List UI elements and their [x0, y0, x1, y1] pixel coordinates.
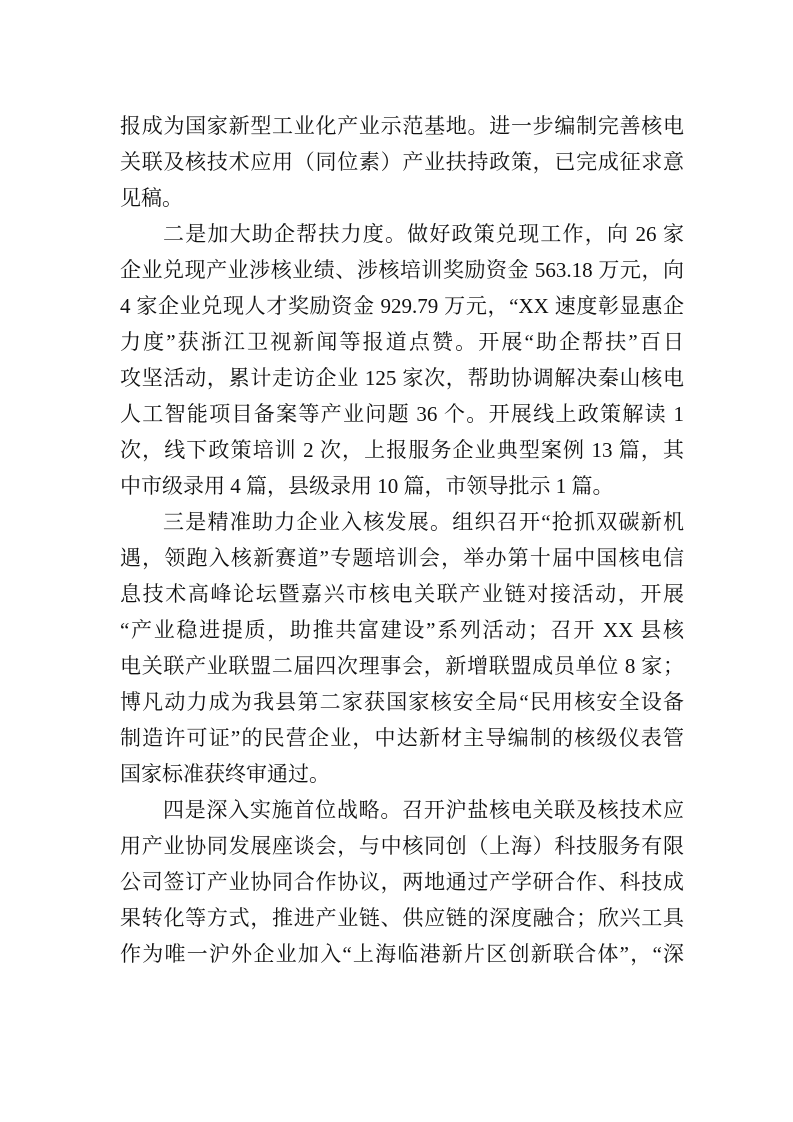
text-line: 四是深入实施首位战略。召开沪盐核电关联及核技术应 [163, 798, 684, 822]
paragraph [120, 216, 684, 504]
text-line: 三是精准助力企业入核发展。组织召开“抢抓双碳新机 [163, 510, 684, 534]
text-line: 电关联产业联盟二届四次理事会，新增联盟成员单位 8 家； [120, 654, 684, 678]
text-line: 中市级录用 4 篇，县级录用 10 篇，市领导批示 1 篇。 [120, 474, 614, 498]
text-line: 作为唯一沪外企业加入“上海临港新片区创新联合体”，“深 [120, 942, 684, 966]
text-line: 报成为国家新型工业化产业示范基地。进一步编制完善核电 [120, 114, 684, 138]
text-line: 用产业协同发展座谈会，与中核同创（上海）科技服务有限 [120, 834, 684, 858]
document-page [120, 108, 684, 972]
text-line: 遇，领跑入核新赛道”专题培训会，举办第十届中国核电信 [120, 546, 684, 570]
text-line: 攻坚活动，累计走访企业 125 家次，帮助协调解决秦山核电 [120, 366, 684, 390]
text-line: 见稿。 [120, 186, 183, 210]
text-line: 次，线下政策培训 2 次，上报服务企业典型案例 13 篇，其 [120, 438, 684, 462]
text-line: 关联及核技术应用（同位素）产业扶持政策，已完成征求意 [120, 150, 684, 174]
paragraph [120, 108, 684, 216]
text-line: 公司签订产业协同合作协议，两地通过产学研合作、科技成 [120, 870, 684, 894]
text-line: 息技术高峰论坛暨嘉兴市核电关联产业链对接活动，开展 [120, 582, 684, 606]
text-line: 博凡动力成为我县第二家获国家核安全局“民用核安全设备 [120, 690, 684, 714]
text-line: 人工智能项目备案等产业问题 36 个。开展线上政策解读 1 [120, 402, 684, 426]
text-line: 国家标准获终审通过。 [120, 762, 330, 786]
paragraph [120, 792, 684, 972]
text-line: 力度”获浙江卫视新闻等报道点赞。开展“助企帮扶”百日 [120, 330, 684, 354]
text-line: 4 家企业兑现人才奖励资金 929.79 万元，“XX 速度彰显惠企 [120, 294, 684, 318]
text-line: 企业兑现产业涉核业绩、涉核培训奖励资金 563.18 万元，向 [120, 258, 684, 282]
text-line: 二是加大助企帮扶力度。做好政策兑现工作，向 26 家 [163, 222, 684, 246]
text-line: 制造许可证”的民营企业，中达新材主导编制的核级仪表管 [120, 726, 684, 750]
paragraph [120, 504, 684, 792]
text-line: “产业稳进提质，助推共富建设”系列活动；召开 XX 县核 [120, 618, 684, 642]
text-line: 果转化等方式，推进产业链、供应链的深度融合；欣兴工具 [120, 906, 684, 930]
